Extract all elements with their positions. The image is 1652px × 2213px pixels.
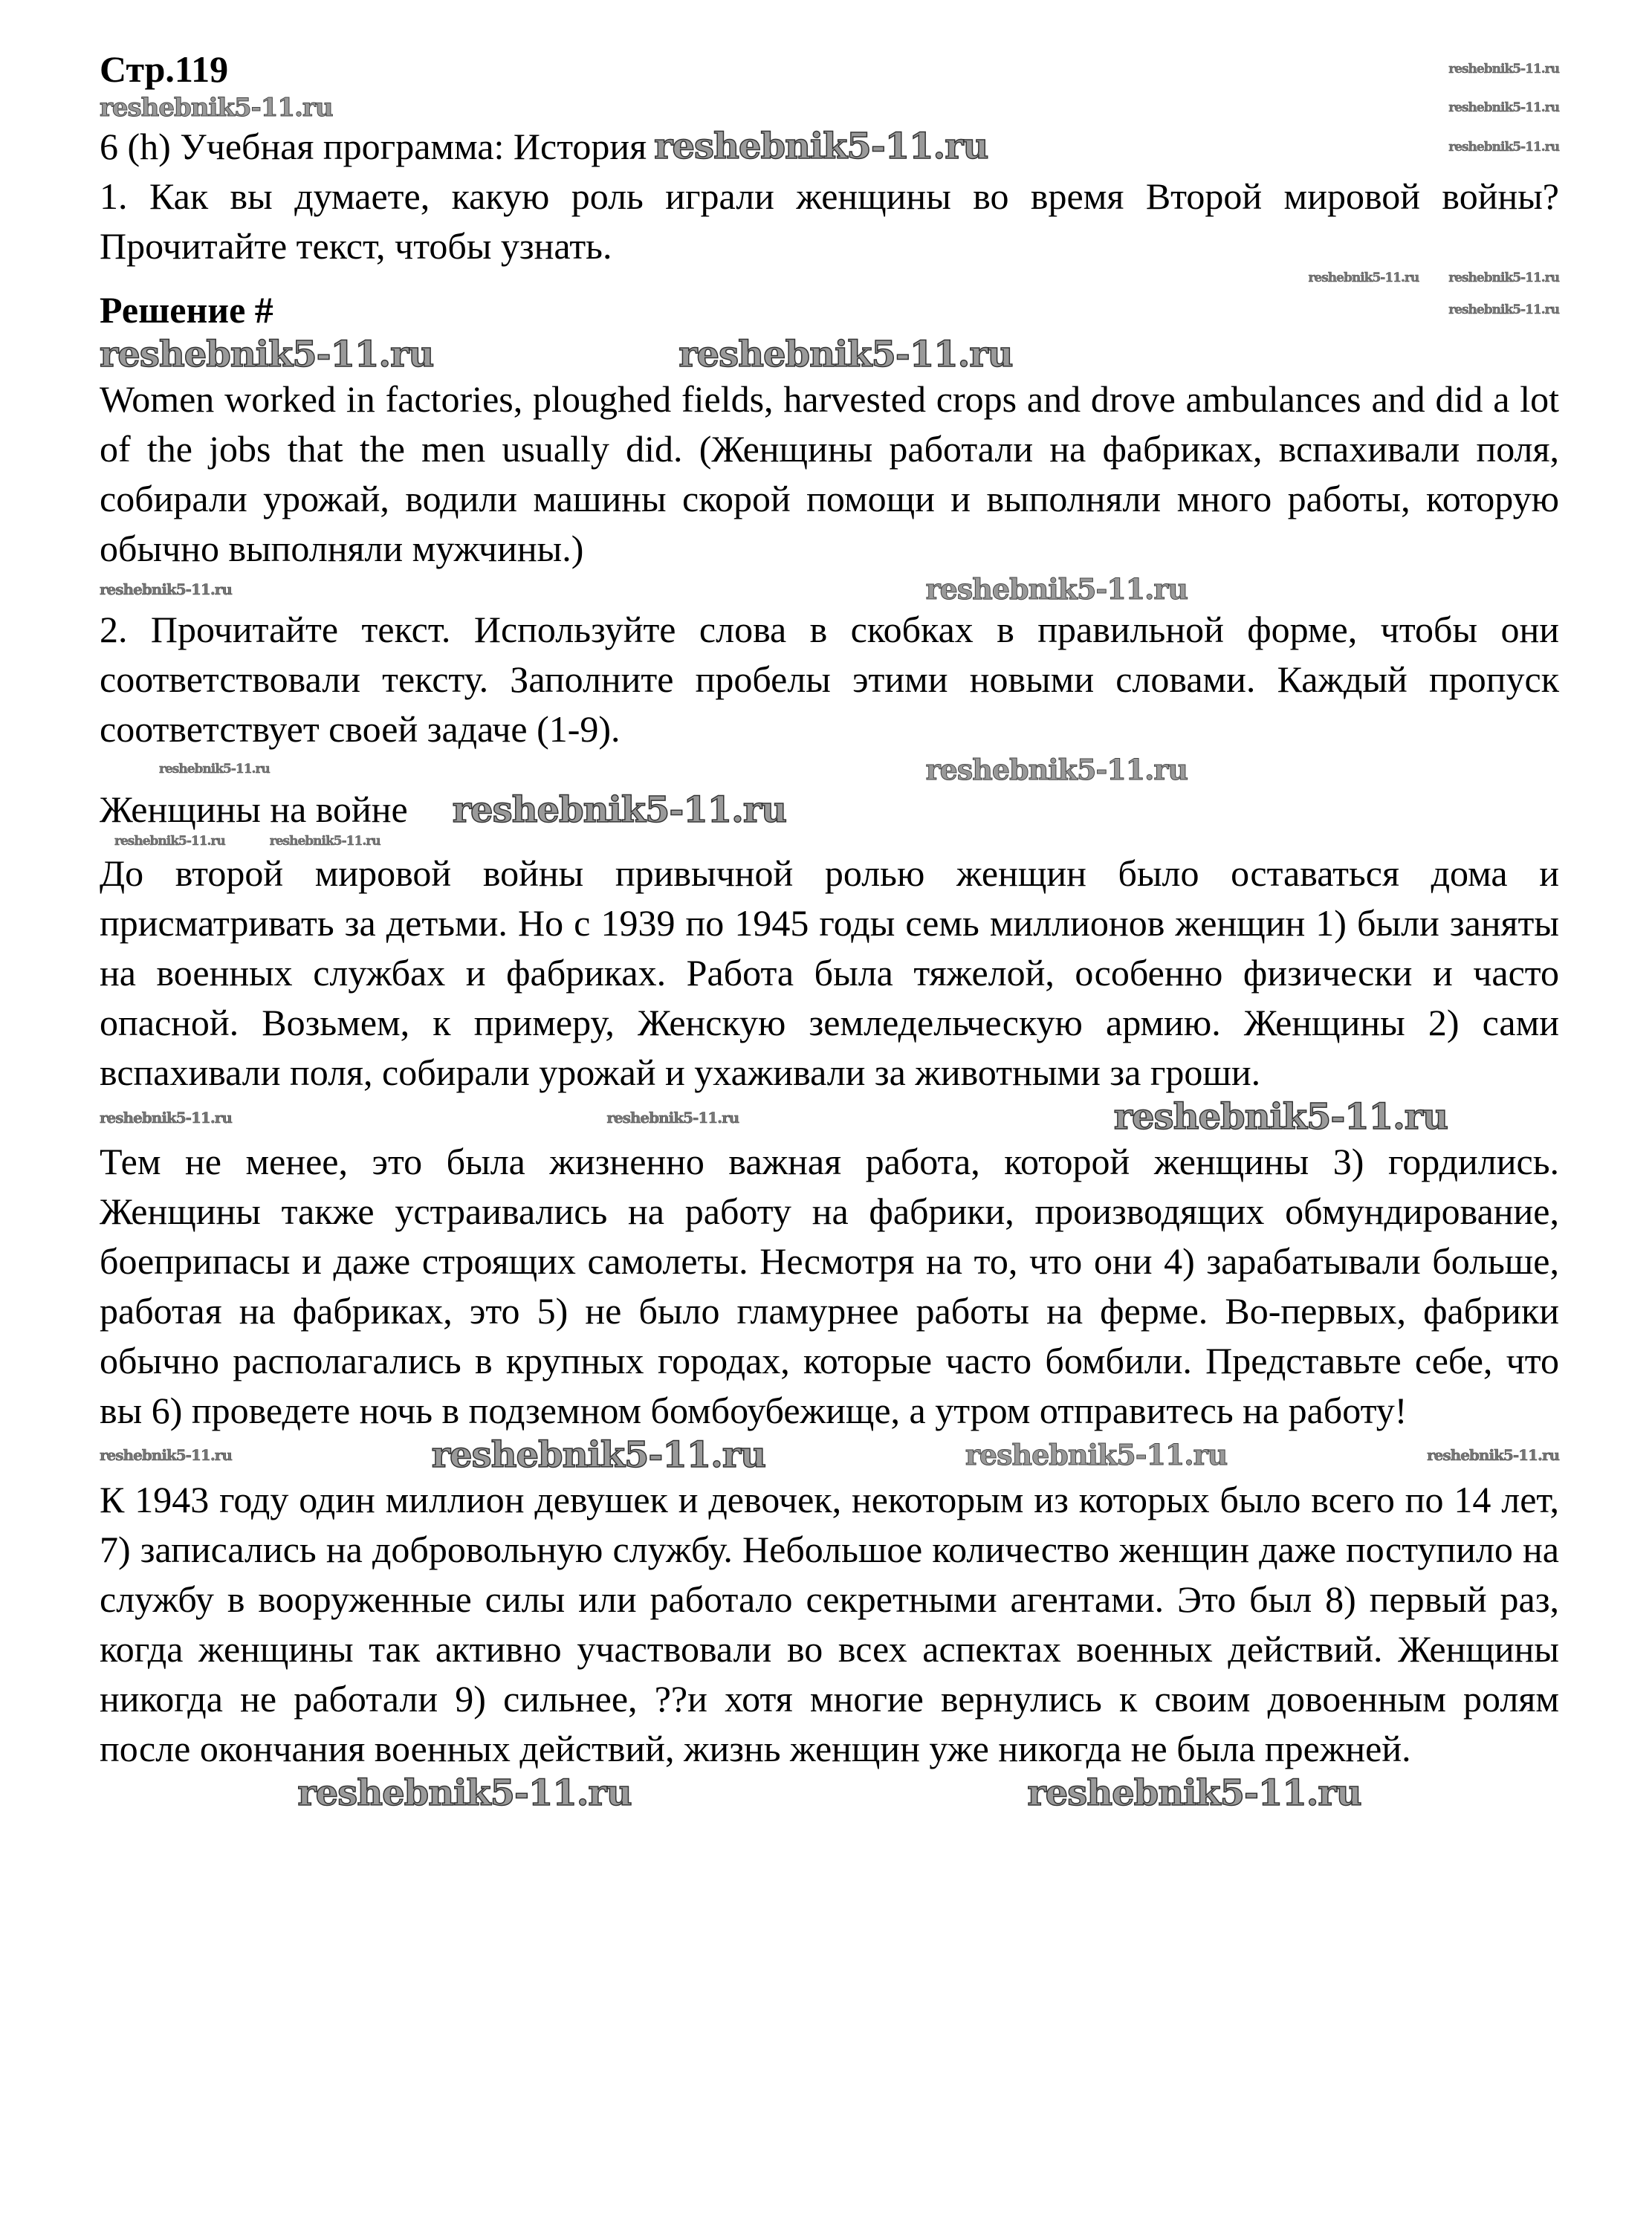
task-2: 2. Прочитайте текст. Используйте слова в скобках в правильной форме, чтобы они соответствовали тексту. Заполните пробелы этими новыми словами. Каждый пропуск соответствует своей задаче (1-9).: [100, 608, 1559, 750]
watermark: reshebnik5-11.ru: [1448, 100, 1559, 116]
watermark: reshebnik5-11.ru: [1308, 270, 1419, 286]
watermark: reshebnik5-11.ru: [100, 93, 333, 123]
watermark-row: [100, 1098, 1559, 1137]
watermark: reshebnik5-11.ru: [297, 1772, 632, 1814]
watermark: reshebnik5-11.ru: [606, 1108, 739, 1127]
watermark: reshebnik5-11.ru: [100, 334, 434, 376]
document-page: [100, 45, 1559, 1813]
watermark-row: [100, 335, 1559, 375]
watermark-row: [100, 571, 1559, 606]
watermark: reshebnik5-11.ru: [965, 1438, 1228, 1472]
solution-row: [100, 285, 1559, 335]
watermark: reshebnik5-11.ru: [1027, 1772, 1361, 1814]
watermark: reshebnik5-11.ru: [269, 834, 380, 849]
watermark: reshebnik5-11.ru: [159, 762, 270, 777]
watermark-row: [100, 1774, 1559, 1813]
watermark: reshebnik5-11.ru: [452, 788, 787, 831]
watermark: reshebnik5-11.ru: [1448, 302, 1559, 318]
watermark: reshebnik5-11.ru: [100, 580, 232, 598]
section-row: [100, 122, 1559, 172]
watermark: reshebnik5-11.ru: [100, 1446, 232, 1465]
paragraph-1: До второй мировой войны привычной ролью женщин было оставаться дома и присматривать за детьми. Но с 1939 по 1945 годы семь миллионов женщин 1) были заняты на военных службах и фабриках. Работа была тяжелой, особенно физически и часто опасной. Возьмем, к примеру, Женскую земледельческую армию. Женщины 2) сами вспахивали поля, собирали урожай и ухаживали за животными за гроши.: [100, 852, 1559, 1094]
watermark-row: [100, 271, 1559, 285]
question-1: 1. Как вы думаете, какую роль играли женщины во время Второй мировой войны? Прочитайте текст, чтобы узнать.: [100, 175, 1559, 268]
watermark: reshebnik5-11.ru: [100, 1108, 232, 1127]
watermark: reshebnik5-11.ru: [678, 334, 1013, 376]
watermark: reshebnik5-11.ru: [431, 1433, 766, 1476]
text-title: Женщины на войне: [100, 788, 408, 831]
solution-heading: Решение #: [100, 289, 273, 331]
watermark: reshebnik5-11.ru: [1113, 1096, 1448, 1138]
watermark: reshebnik5-11.ru: [1427, 1446, 1559, 1465]
title-row: [100, 785, 1559, 835]
watermark-row: [100, 754, 1559, 785]
watermark: reshebnik5-11.ru: [654, 126, 988, 168]
watermark: reshebnik5-11.ru: [1448, 62, 1559, 77]
watermark: reshebnik5-11.ru: [1448, 270, 1559, 286]
watermark-row: [100, 1433, 1559, 1476]
page-label: Стр.119: [100, 48, 229, 90]
watermark: reshebnik5-11.ru: [925, 571, 1188, 606]
watermark: reshebnik5-11.ru: [1448, 139, 1559, 155]
watermark-row: [100, 94, 1559, 122]
paragraph-2: Тем не менее, это была жизненно важная работа, которой женщины 3) гордились. Женщины также устраивались на работу на фабрики, производящих обмундирование, боеприпасы и даже строящих самолеты. Несмотря на то, что они 4) зарабатывали больше, работая на фабриках, это 5) не было гламурнее работы на ферме. Во-первых, фабрики обычно располагались в крупных городах, которые часто бомбили. Представьте себе, что вы 6) проведете ночь в подземном бомбоубежище, а утром отправитесь на работу!: [100, 1140, 1559, 1431]
watermark-row: [100, 835, 1559, 849]
section-title: 6 (h) Учебная программа: История: [100, 126, 647, 168]
answer-1: Women worked in factories, ploughed fields, harvested crops and drove ambulances and did a lot of the jobs that the men usually did. (Женщины работали на фабриках, вспахивали поля, собирали урожай, водили машины скорой помощи и выполняли много работы, которую обычно выполняли мужчины.): [100, 378, 1559, 569]
paragraph-3: К 1943 году один миллион девушек и девочек, некоторым из которых было всего по 14 лет, 7) записались на добровольную службу. Небольшое количество женщин даже поступило на службу в вооруженные силы или работало секретными агентами. Это был 8) первый раз, когда женщины так активно участвовали во всех аспектах военных действий. Женщины никогда не работали 9) сильнее, ??и хотя многие вернулись к своим довоенным ролям после окончания военных действий, жизнь женщин уже никогда не была прежней.: [100, 1478, 1559, 1769]
watermark: reshebnik5-11.ru: [114, 834, 225, 849]
header-row: [100, 45, 1559, 94]
watermark: reshebnik5-11.ru: [925, 752, 1188, 786]
